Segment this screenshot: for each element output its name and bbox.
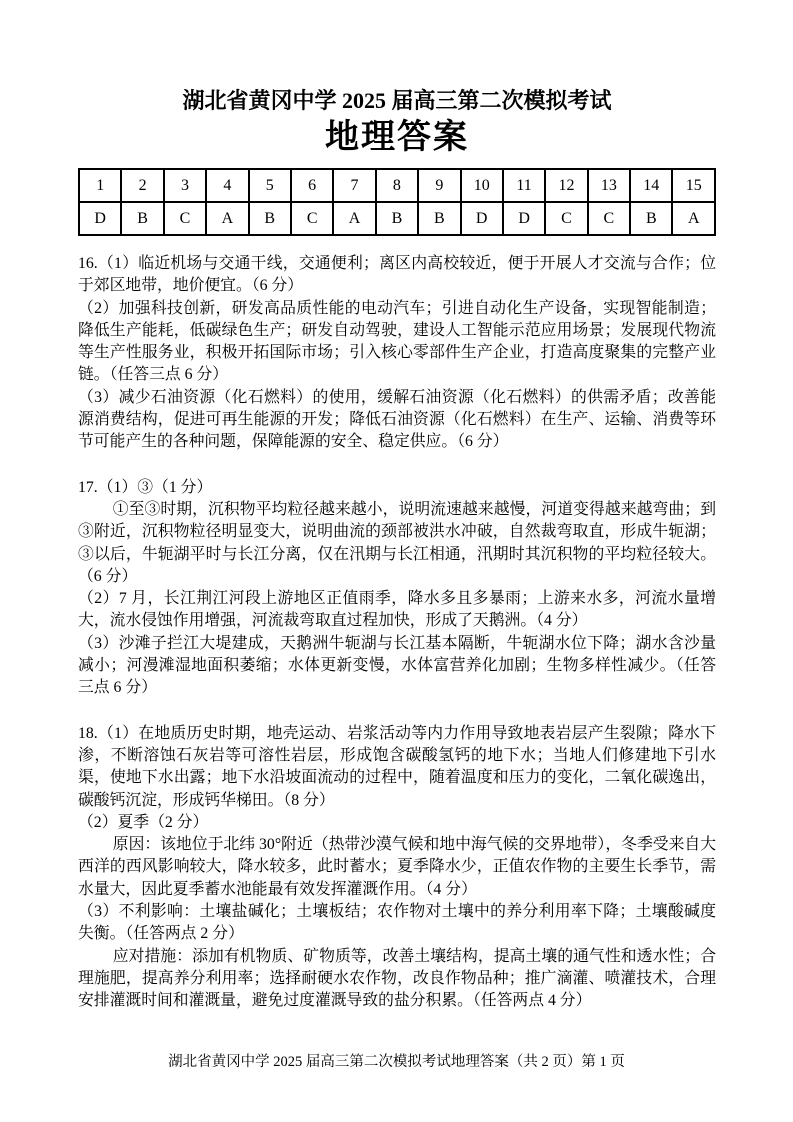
answer-cell: C [164,202,206,235]
exam-title: 湖北省黄冈中学 2025 届高三第二次模拟考试 [182,88,612,113]
answer-paragraph: （3）不利影响：土壤盐碱化；土壤板结；农作物对土壤中的养分利用率下降；土壤酸碱度失衡。（任答两点 2 分） [78,903,716,943]
question-number-cell: 15 [672,169,715,202]
page-title: 地理答案 [325,119,469,156]
question-number-cell: 9 [418,169,460,202]
question-number-cell: 11 [503,169,545,202]
answer-cell: B [249,202,291,235]
answer-cell: D [503,202,545,235]
question-number-cell: 14 [630,169,672,202]
question-number-cell: 5 [249,169,291,202]
answer-cell: C [588,202,630,235]
answer-cell: B [121,202,163,235]
answer-cell: D [461,202,503,235]
question-17-answer [78,477,716,700]
answer-paragraph: （2）夏季（2 分） [78,813,209,831]
question-number-cell: 8 [376,169,418,202]
question-number-cell: 4 [206,169,248,202]
answer-cell: A [206,202,248,235]
question-number-cell: 13 [588,169,630,202]
free-response-answers [78,253,716,1013]
answer-cell: B [376,202,418,235]
answer-paragraph: 18.（1）在地质历史时期，地壳运动、岩浆活动等内力作用导致地表岩层产生裂隙；降水下渗，不断溶蚀石灰岩等可溶性岩层，形成饱含碳酸氢钙的地下水；当地人们修建地下引水渠，使地下水出露；地下水沿坡面流动的过程中，随着温度和压力的变化，二氧化碳逸出，碳酸钙沉淀，形成钙华梯田。（8 分） [78,724,716,809]
answer-paragraph: 原因：该地位于北纬 30°附近（热带沙漠气候和地中海气候的交界地带），冬季受来自大西洋的西风影响较大，降水较多，此时蓄水；夏季降水少，正值农作物的主要生长季节，需水量大，因此夏季蓄水池能最有效发挥灌溉作用。（4 分） [78,836,716,898]
multiple-choice-answer-table [78,168,716,236]
question-number-cell: 6 [291,169,333,202]
answer-cell: C [545,202,587,235]
answer-paragraph: （2）7 月，长江荆江河段上游地区正值雨季，降水多且多暴雨；上游来水多，河流水量增大，流水侵蚀作用增强，河流裁弯取直过程加快，形成了天鹅洲。（4 分） [78,590,716,630]
question-16-answer [78,253,716,454]
answer-cell: A [672,202,715,235]
answer-cell: C [291,202,333,235]
answer-paragraph: （3）减少石油资源（化石燃料）的使用，缓解石油资源（化石燃料）的供需矛盾；改善能源消费结构，促进可再生能源的开发；降低石油资源（化石燃料）在生产、运输、消费等环节可能产生的各种问题，保障能源的安全、稳定供应。（6 分） [78,388,716,451]
question-number-cell: 10 [461,169,503,202]
question-18-answer [78,723,716,1013]
question-number-row [79,169,715,202]
answer-cell: B [630,202,672,235]
answer-paragraph: （2）加强科技创新，研发高品质性能的电动汽车；引进自动化生产设备，实现智能制造；降低生产能耗，低碳绿色生产；研发自动驾驶，建设人工智能示范应用场景；发展现代物流等生产性服务业，积极开拓国际市场；引入核心零部件生产企业，打造高度聚集的完整产业链。（任答三点 6 分） [78,299,716,384]
answer-paragraph: ①至③时期，沉积物平均粒径越来越小，说明流速越来越慢，河道变得越来越弯曲；到③附近，沉积物粒径明显变大，说明曲流的颈部被洪水冲破，自然裁弯取直，形成牛轭湖；③以后，牛轭湖平时与长江分离，仅在汛期与长江相通，汛期时其沉积物的平均粒径较大。（6 分） [78,500,716,585]
question-number-cell: 3 [164,169,206,202]
answer-cell: B [418,202,460,235]
question-number-cell: 2 [121,169,163,202]
answer-paragraph: 17.（1）③（1 分） [78,478,213,496]
answer-cell: D [79,202,121,235]
answer-paragraph: 16.（1）临近机场与交通干线，交通便利；离区内高校较近，便于开展人才交流与合作；位于郊区地带，地价便宜。（6 分） [78,255,716,295]
question-number-cell: 7 [333,169,375,202]
answer-paragraph: （3）沙滩子拦江大堤建成，天鹅洲牛轭湖与长江基本隔断，牛轭湖水位下降；湖水含沙量减小；河漫滩湿地面积萎缩；水体更新变慢，水体富营养化加剧；生物多样性减少。（任答三点 6 分） [78,634,716,697]
answer-paragraph: 应对措施：添加有机物质、矿物质等，改善土壤结构，提高土壤的通气性和透水性；合理施肥，提高养分利用率；选择耐硬水农作物，改良作物品种；推广滴灌、喷灌技术，合理安排灌溉时间和灌溉量，避免过度灌溉导致的盐分积累。（任答两点 4 分） [78,947,716,1010]
page-footer: 湖北省黄冈中学 2025 届高三第二次模拟考试地理答案（共 2 页）第 1 页 [168,1054,625,1070]
question-number-cell: 1 [79,169,121,202]
answer-cell: A [333,202,375,235]
answer-letter-row [79,202,715,235]
question-number-cell: 12 [545,169,587,202]
